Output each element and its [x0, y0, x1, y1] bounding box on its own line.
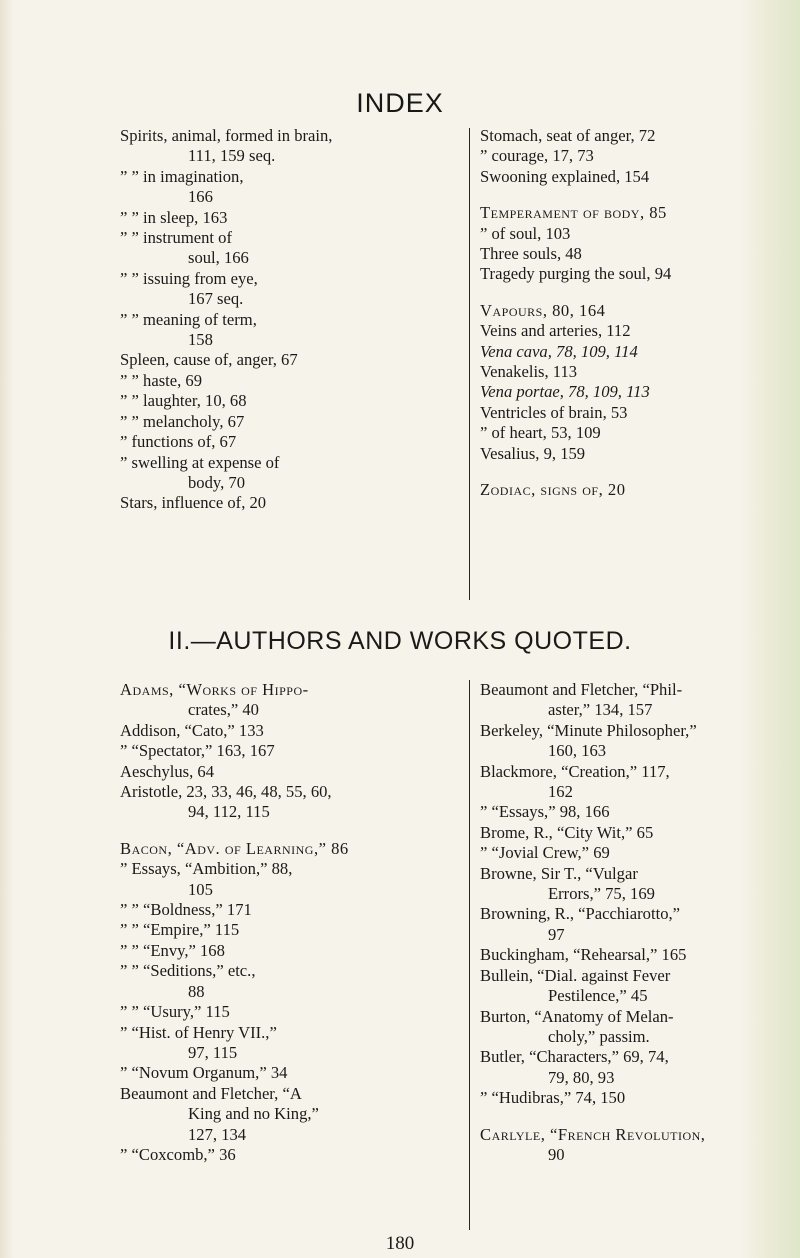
page-title: INDEX: [356, 88, 444, 118]
index-column-left: [120, 126, 450, 514]
index-entry: [480, 444, 780, 464]
index-entry: [120, 208, 450, 228]
index-entry-text: Browne, Sir T., “Vulgar: [480, 863, 638, 883]
index-entry-continuation: 88: [188, 981, 205, 1001]
index-entry-text: Adams, “Works of Hippo-: [120, 680, 309, 699]
index-entry-text: Blackmore, “Creation,” 117,: [480, 761, 670, 781]
index-entry: [480, 802, 780, 822]
index-entry: [480, 823, 780, 843]
index-entry-text: Swooning explained, 154: [480, 166, 650, 186]
index-entry: [480, 403, 780, 423]
index-entry: [480, 224, 780, 244]
index-entry: [120, 391, 450, 411]
index-entry: [480, 904, 780, 945]
index-entry-text: Tragedy purging the soul, 94: [480, 264, 672, 284]
column-divider: [469, 680, 470, 1230]
index-entry-continuation: 90: [548, 1144, 565, 1164]
index-entry: [120, 782, 460, 823]
index-entry-text: Spirits, animal, formed in brain,: [120, 126, 333, 145]
index-entry-text: ” swelling at expense of: [120, 452, 280, 472]
index-entry-text: ” ” “Usury,” 115: [120, 1002, 230, 1022]
index-entry: [480, 1007, 780, 1048]
index-entry-text: Buckingham, “Rehearsal,” 165: [480, 945, 687, 965]
index-entry: [480, 843, 780, 863]
index-entry-text: Spleen, cause of, anger, 67: [120, 350, 298, 370]
index-entry-text: ” of heart, 53, 109: [480, 423, 601, 443]
index-entry: [480, 244, 780, 264]
index-entry: [480, 480, 780, 500]
index-entry: [120, 493, 450, 513]
index-entry-continuation: 158: [188, 330, 213, 350]
index-entry: [480, 945, 780, 965]
index-entry: [480, 301, 780, 321]
section-title: II.—AUTHORS AND WORKS QUOTED.: [168, 627, 632, 655]
index-entry-continuation: 166: [188, 187, 213, 207]
index-entry-continuation: Pestilence,” 45: [548, 986, 648, 1006]
index-entry: [120, 680, 460, 721]
index-entry-continuation: King and no King,”: [188, 1104, 319, 1124]
index-entry-text: ” ” in imagination,: [120, 166, 244, 186]
authors-column-left: [120, 680, 460, 1165]
index-entry-text: ” ” melancholy, 67: [120, 411, 245, 431]
index-entry: [120, 371, 450, 391]
index-entry-text: ” ” haste, 69: [120, 370, 203, 390]
index-entry-continuation: Errors,” 75, 169: [548, 884, 655, 904]
index-entry: [480, 1088, 780, 1108]
index-entry: [480, 342, 780, 362]
index-entry-text: ” “Hist. of Henry VII.,”: [120, 1022, 277, 1042]
index-entry: [480, 264, 780, 284]
index-entry-text: Bullein, “Dial. against Fever: [480, 965, 671, 985]
index-entry: [480, 126, 780, 146]
index-entry-text: Bacon, “Adv. of Learning,” 86: [120, 838, 349, 858]
index-entry: [480, 864, 780, 905]
index-entry: [480, 423, 780, 443]
index-entry-continuation: 167 seq.: [188, 289, 244, 309]
index-column-right: [480, 126, 780, 501]
index-entry-continuation: crates,” 40: [188, 700, 259, 720]
index-entry: [120, 1145, 460, 1165]
index-entry-continuation: soul, 166: [188, 248, 249, 268]
index-entry: [120, 859, 460, 900]
index-entry-text: Stomach, seat of anger, 72: [480, 126, 656, 145]
index-entry-text: Addison, “Cato,” 133: [120, 720, 264, 740]
index-entry-continuation: 160, 163: [548, 741, 607, 761]
index-entry-text: ” “Coxcomb,” 36: [120, 1144, 236, 1164]
index-entry-text: Beaumont and Fletcher, “Phil-: [480, 680, 683, 699]
index-entry-text: ” “Jovial Crew,” 69: [480, 843, 610, 863]
index-entry: [120, 1002, 460, 1022]
index-entry-continuation: 127, 134: [188, 1124, 247, 1144]
index-entry: [480, 321, 780, 341]
index-entry-text: ” “Hudibras,” 74, 150: [480, 1088, 626, 1108]
index-entry: [480, 203, 780, 223]
index-entry: [120, 350, 450, 370]
index-entry-text: Veins and arteries, 112: [480, 321, 631, 341]
index-entry-text: Temperament of body, 85: [480, 203, 667, 223]
index-entry: [480, 362, 780, 382]
index-entry-text: Vena cava, 78, 109, 114: [480, 341, 638, 361]
page-number: 180: [385, 1233, 415, 1254]
index-entry-text: Browning, R., “Pacchiarotto,”: [480, 904, 681, 924]
index-entry-text: Zodiac, signs of, 20: [480, 480, 626, 500]
index-entry: [120, 900, 460, 920]
authors-column-right: [480, 680, 780, 1165]
index-entry-text: Venakelis, 113: [480, 362, 578, 382]
index-entry: [480, 146, 780, 166]
index-entry: [120, 839, 460, 859]
index-entry-text: Ventricles of brain, 53: [480, 402, 628, 422]
index-entry: [120, 1084, 460, 1145]
entry-gap: [480, 464, 780, 480]
index-entry-text: Burton, “Anatomy of Melan-: [480, 1006, 674, 1026]
index-entry-text: Vena portae, 78, 109, 113: [480, 382, 650, 402]
index-entry-text: Brome, R., “City Wit,” 65: [480, 822, 654, 842]
index-entry: [480, 1047, 780, 1088]
index-entry-continuation: 97, 115: [188, 1042, 238, 1062]
column-divider: [469, 128, 470, 600]
index-entry-text: Berkeley, “Minute Philosopher,”: [480, 720, 697, 740]
index-entry: [480, 382, 780, 402]
index-entry: [120, 1063, 460, 1083]
index-entry: [120, 741, 460, 761]
index-entry-text: ” ” “Empire,” 115: [120, 920, 240, 940]
index-entry-text: Carlyle, “French Revolution,: [480, 1124, 706, 1144]
index-entry: [120, 941, 460, 961]
index-entry-text: Aristotle, 23, 33, 46, 48, 55, 60,: [120, 782, 332, 802]
index-entry-text: ” ” in sleep, 163: [120, 207, 228, 227]
index-entry: [120, 920, 460, 940]
index-entry-text: ” of soul, 103: [480, 223, 571, 243]
index-entry: [120, 269, 450, 310]
index-entry: [120, 228, 450, 269]
index-entry: [120, 126, 450, 167]
index-entry-text: Three souls, 48: [480, 244, 582, 264]
index-entry: [480, 762, 780, 803]
index-entry-continuation: 162: [548, 782, 573, 802]
index-entry-text: ” “Spectator,” 163, 167: [120, 741, 275, 761]
index-entry-text: ” ” “Seditions,” etc.,: [120, 961, 256, 981]
index-entry-text: ” ” “Boldness,” 171: [120, 900, 252, 920]
index-entry: [120, 762, 460, 782]
index-entry: [120, 167, 450, 208]
index-entry: [480, 1125, 780, 1166]
index-entry-text: ” ” laughter, 10, 68: [120, 391, 247, 411]
index-entry: [120, 1023, 460, 1064]
index-entry-text: Beaumont and Fletcher, “A: [120, 1083, 302, 1103]
index-entry: [480, 721, 780, 762]
entry-gap: [120, 823, 460, 839]
index-entry-text: Aeschylus, 64: [120, 761, 215, 781]
index-entry-text: Butler, “Characters,” 69, 74,: [480, 1047, 669, 1067]
index-entry-continuation: choly,” passim.: [548, 1026, 650, 1046]
index-entry: [120, 432, 450, 452]
index-entry-continuation: body, 70: [188, 472, 246, 492]
index-entry-text: ” ” issuing from eye,: [120, 268, 258, 288]
index-entry-text: ” ” instrument of: [120, 228, 232, 248]
index-entry: [480, 680, 780, 721]
index-entry: [120, 721, 460, 741]
index-entry: [120, 453, 450, 494]
index-entry-text: ” Essays, “Ambition,” 88,: [120, 859, 293, 879]
index-entry: [120, 310, 450, 351]
index-entry-continuation: 111, 159 seq.: [188, 146, 276, 166]
index-entry: [480, 167, 780, 187]
index-entry: [120, 412, 450, 432]
index-entry: [480, 966, 780, 1007]
index-entry-continuation: 105: [188, 879, 213, 899]
index-entry-text: ” courage, 17, 73: [480, 146, 594, 166]
entry-gap: [480, 187, 780, 203]
index-entry: [120, 961, 460, 1002]
entry-gap: [480, 285, 780, 301]
index-entry-text: Stars, influence of, 20: [120, 493, 267, 513]
index-entry-text: ” “Essays,” 98, 166: [480, 802, 610, 822]
index-entry-continuation: aster,” 134, 157: [548, 700, 653, 720]
entry-gap: [480, 1109, 780, 1125]
index-entry-text: Vapours, 80, 164: [480, 300, 606, 320]
index-entry-text: ” functions of, 67: [120, 432, 237, 452]
index-entry-continuation: 97: [548, 924, 565, 944]
index-entry-text: Vesalius, 9, 159: [480, 443, 586, 463]
index-entry-text: ” ” meaning of term,: [120, 309, 257, 329]
index-entry-text: ” ” “Envy,” 168: [120, 940, 225, 960]
index-entry-continuation: 94, 112, 115: [188, 802, 270, 822]
index-entry-continuation: 79, 80, 93: [548, 1067, 615, 1087]
index-entry-text: ” “Novum Organum,” 34: [120, 1063, 288, 1083]
